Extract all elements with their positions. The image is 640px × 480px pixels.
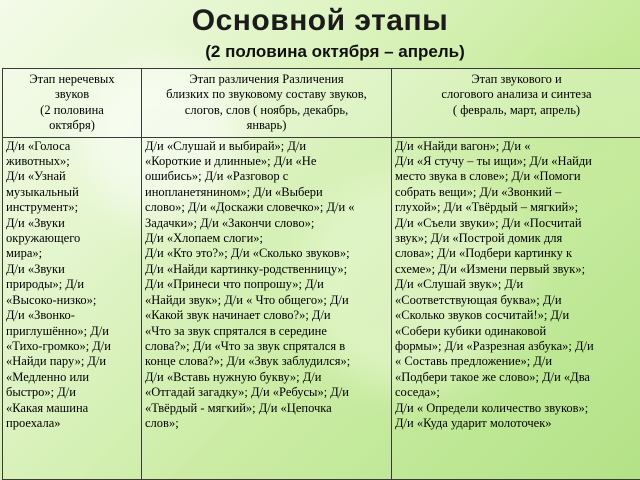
game-line: ошибись»; Д/и «Разговор с (145, 169, 289, 184)
game-line: «Какой звук начинает слово?»; Д/и (145, 308, 331, 323)
game-line: музыкальный (6, 184, 79, 199)
game-line: Д/и «Куда ударит молоточек» (395, 415, 552, 430)
game-line: «Что за звук спрятался в середине (145, 323, 327, 338)
game-line: Д/и «Найди картинку-родственницу»; (145, 261, 348, 276)
page-title: Основной этапы (191, 4, 449, 37)
game-line: Д/и «Звуки (6, 215, 65, 230)
game-line: инструмент»; (6, 200, 79, 215)
game-line: «Отгадай загадку»; Д/и «Ребусы»; Д/и (145, 385, 349, 400)
header-line: октября) (49, 118, 95, 133)
game-line: «Соответствующая буква»; Д/и (395, 292, 562, 307)
game-line: «Твёрдый - мягкий»; Д/и «Цепочка (145, 400, 332, 415)
game-line: Д/и «Хлопаем слоги»; (145, 231, 263, 246)
header-line: близких по звуковому составу звуков, (166, 87, 367, 102)
game-line: место звука в слове»; Д/и «Помоги (395, 169, 581, 184)
game-line: собрать вещи»; Д/и «Звонкий – (395, 184, 562, 199)
game-line: приглушённо»; Д/и (6, 323, 109, 338)
header-line: слогов, слов ( ноябрь, декабрь, (184, 102, 349, 117)
game-line: « Составь предложение»; Д/и (395, 354, 553, 369)
game-line: быстро»; Д/и (6, 385, 76, 400)
game-line: «Какая машина (6, 400, 89, 415)
game-line: схеме»; Д/и «Измени первый звук»; (395, 261, 586, 276)
header-analysis-stage (392, 69, 640, 138)
game-line: окружающего (6, 231, 81, 246)
game-line: Задачки»; Д/и «Закончи слово»; (145, 215, 315, 230)
game-line: Д/и « Определи количество звуков»; (395, 400, 589, 415)
game-line: «Найди пару»; Д/и (6, 354, 107, 369)
game-line: Д/и «Я стучу – ты ищи»; Д/и «Найди (395, 154, 592, 169)
table-row (3, 137, 640, 479)
game-line: природы»; Д/и (6, 277, 85, 292)
game-line: «Тихо-громко»; Д/и (6, 338, 111, 353)
header-line: Этап неречевых (29, 72, 115, 86)
game-line: формы»; Д/и «Разрезная азбука»; Д/и (395, 338, 594, 353)
game-line: «Найди звук»; Д/и « Что общего»; Д/и (145, 292, 349, 307)
header-line: звуков (54, 87, 90, 102)
header-line: Этап различения Различения (189, 72, 344, 86)
game-line: слов»; (145, 415, 179, 430)
game-line: соседа»; (395, 385, 440, 400)
game-line: «Сколько звуков сосчитай!»; Д/и (395, 308, 570, 323)
nonspeech-games-cell (3, 137, 142, 479)
game-line: Д/и «Найди вагон»; Д/и « (395, 138, 531, 153)
game-line: Д/и «Вставь нужную букву»; Д/и (145, 369, 322, 384)
header-line: слогового анализа и синтеза (441, 87, 592, 102)
header-line: ( февраль, март, апрель) (452, 102, 581, 117)
game-line: «Собери кубики одинаковой (395, 323, 547, 338)
game-line: звук»; Д/и «Построй домик для (395, 231, 563, 246)
game-line: «Высоко-низко»; (6, 292, 97, 307)
game-line: инопланетянином»; Д/и «Выбери (145, 184, 323, 199)
game-line: слова»; Д/и «Подбери картинку к (395, 246, 573, 261)
header-line: (2 половина (40, 102, 104, 117)
header-line: Этап звукового и (471, 72, 562, 86)
game-line: Д/и «Слушай и выбирай»; Д/и (145, 138, 307, 153)
game-line: Д/и «Звуки (6, 261, 65, 276)
table-header-row (3, 69, 640, 138)
game-line: «Короткие и длинные»; Д/и «Не (145, 154, 317, 169)
game-line: Д/и «Узнай (6, 169, 66, 184)
game-line: Д/и «Съели звуки»; Д/и «Посчитай (395, 215, 582, 230)
game-line: глухой»; Д/и «Твёрдый – мягкий»; (395, 200, 579, 215)
discrimination-games-cell (142, 137, 392, 479)
game-line: слово»; Д/и «Доскажи словечко»; Д/и « (145, 200, 355, 215)
page-subtitle: (2 половина октября – апрель) (205, 42, 465, 61)
header-line: январь) (246, 118, 287, 133)
game-line: мира»; (6, 246, 43, 261)
game-line: слова?»; Д/и «Что за звук спрятался в (145, 338, 346, 353)
game-line: Д/и «Принеси что попрошу»; Д/и (145, 277, 324, 292)
stages-table (2, 68, 640, 480)
game-line: Д/и «Кто это?»; Д/и «Сколько звуков»; (145, 246, 350, 261)
header-discrimination-stage (142, 69, 392, 138)
game-line: животных»; (6, 154, 70, 169)
game-line: Д/и «Звонко- (6, 308, 75, 323)
game-line: конце слова?»; Д/и «Звук заблудился»; (145, 354, 351, 369)
header-nonspeech-stage (3, 69, 142, 138)
game-line: Д/и «Голоса (6, 138, 71, 153)
game-line: «Медленно или (6, 369, 90, 384)
game-line: «Подбери такое же слово»; Д/и «Два (395, 369, 590, 384)
analysis-games-cell (392, 137, 640, 479)
game-line: проехала» (6, 415, 61, 430)
game-line: Д/и «Слушай звук»; Д/и (395, 277, 524, 292)
